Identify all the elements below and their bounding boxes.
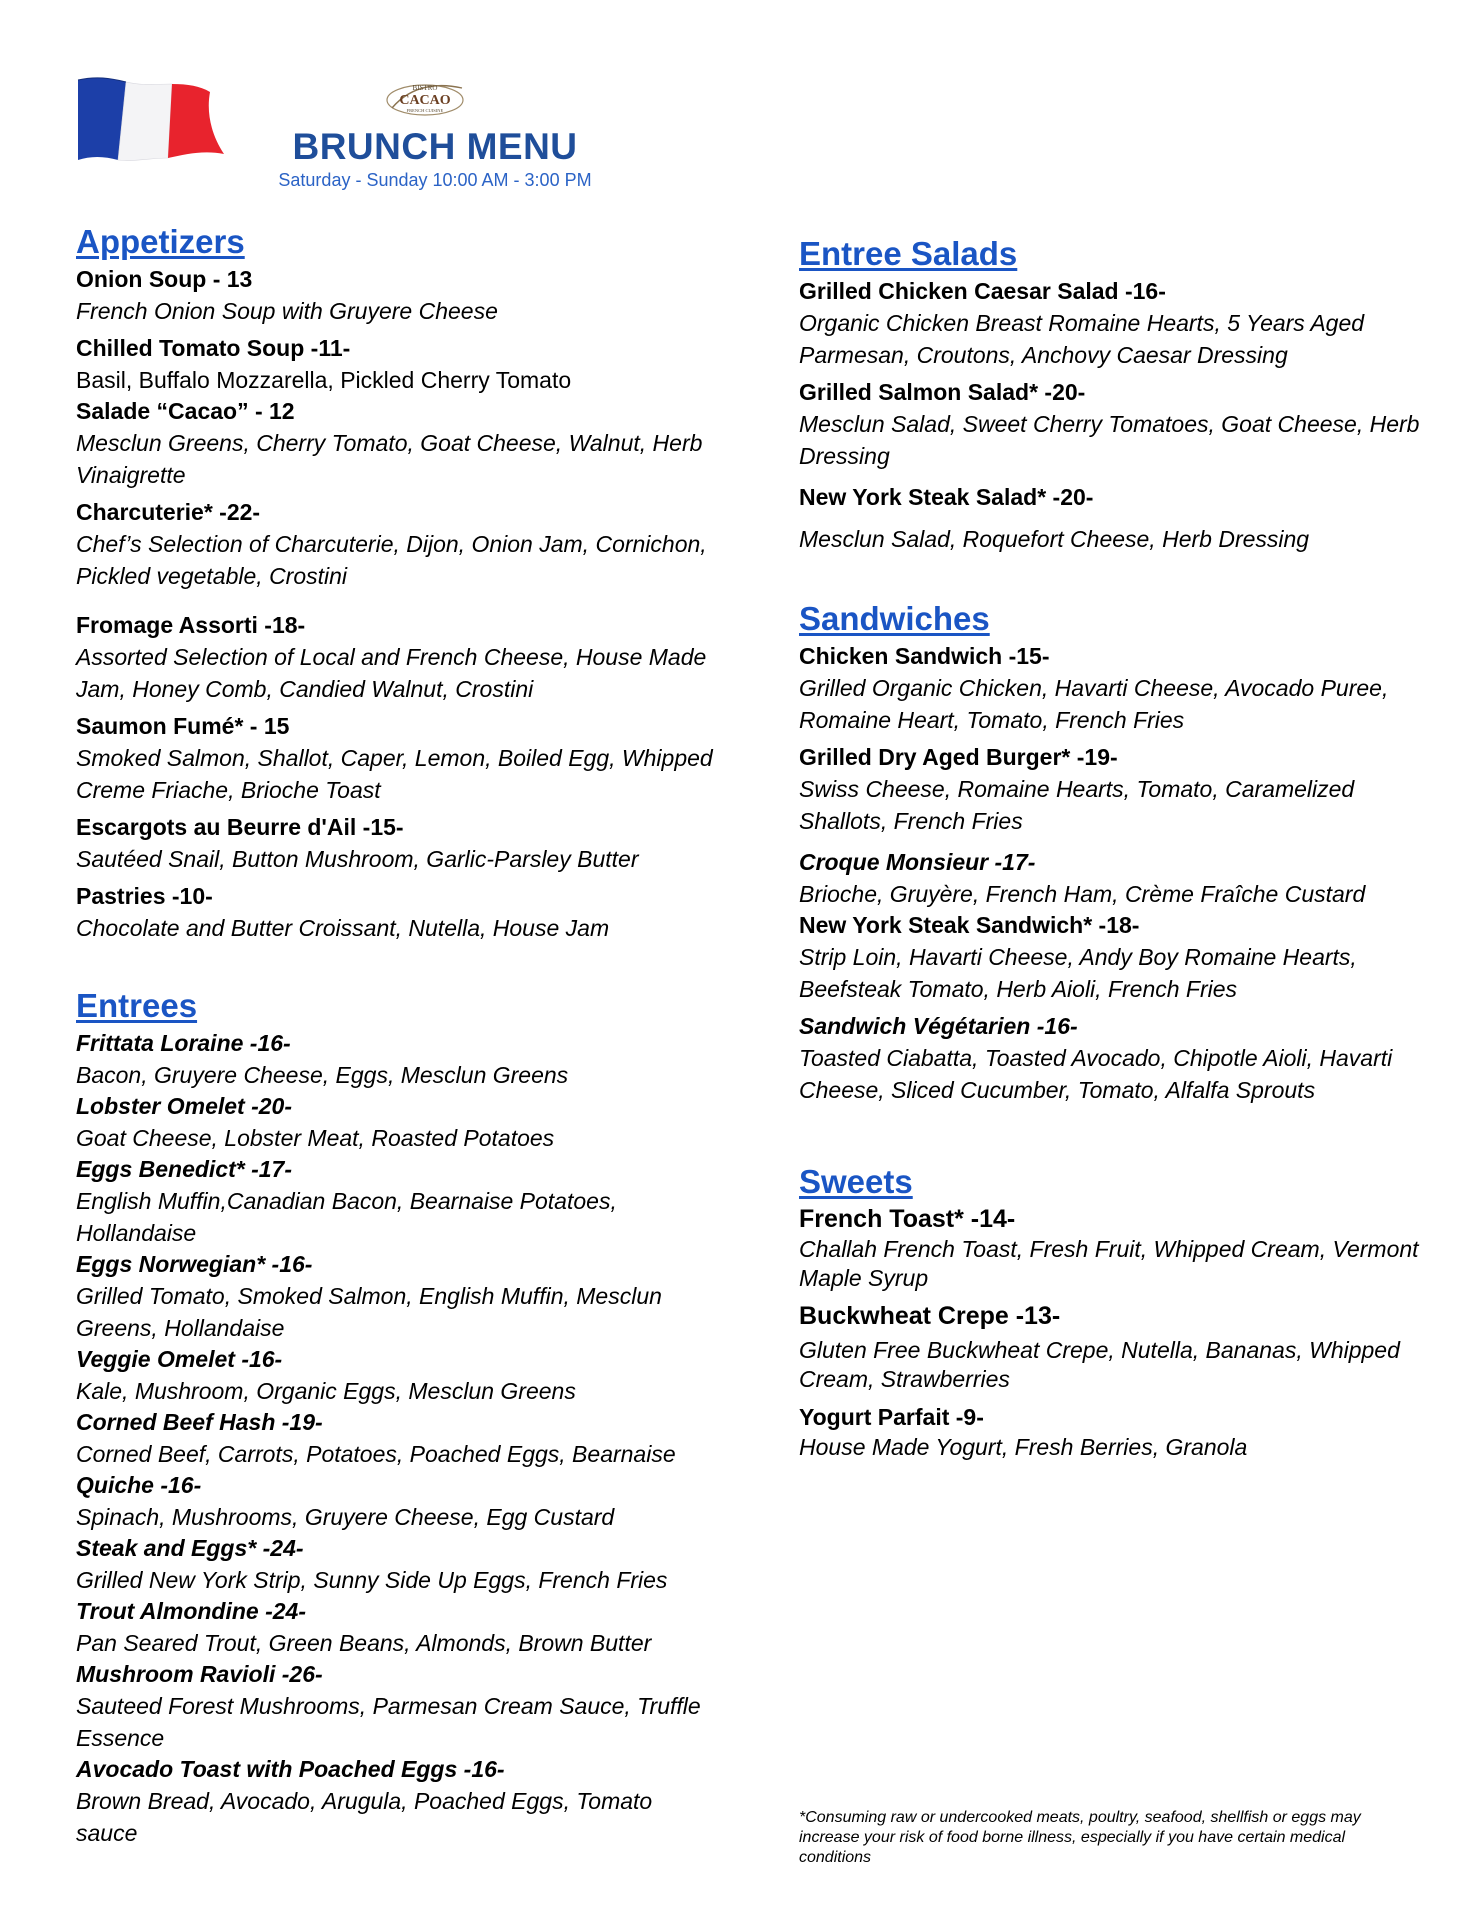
menu-item: [76, 1596, 716, 1659]
menu-item: [76, 1091, 716, 1154]
menu-item: [76, 881, 716, 944]
item-desc: Organic Chicken Breast Romaine Hearts, 5 Years Aged Parmesan, Croutons, Anchovy Caesar Dressing: [799, 310, 1365, 368]
item-name: Salade “Cacao” - 12: [76, 398, 295, 424]
menu-item: [76, 1659, 716, 1754]
item-desc: Pan Seared Trout, Green Beans, Almonds, Brown Butter: [76, 1630, 652, 1656]
item-desc: Challah French Toast, Fresh Fruit, Whipped Cream, Vermont Maple Syrup: [799, 1236, 1419, 1291]
item-name: Sandwich Végétarien -16-: [799, 1013, 1078, 1039]
menu-item: [799, 1301, 1439, 1394]
item-name: Frittata Loraine -16-: [76, 1030, 291, 1056]
item-name: Trout Almondine -24-: [76, 1598, 306, 1624]
item-desc: Swiss Cheese, Romaine Hearts, Tomato, Caramelized Shallots, French Fries: [799, 776, 1355, 834]
item-name: Escargots au Beurre d'Ail -15-: [76, 814, 404, 840]
item-desc: Chocolate and Butter Croissant, Nutella, House Jam: [76, 915, 610, 941]
item-desc: Spinach, Mushrooms, Gruyere Cheese, Egg Custard: [76, 1504, 615, 1530]
menu-item: [799, 1204, 1439, 1293]
sweets-section: [799, 1162, 1439, 1462]
item-name: Grilled Salmon Salad* -20-: [799, 379, 1086, 405]
item-name: Eggs Norwegian* -16-: [76, 1251, 313, 1277]
item-desc: Gluten Free Buckwheat Crepe, Nutella, Bananas, Whipped Cream, Strawberries: [799, 1337, 1400, 1392]
item-name: Mushroom Ravioli -26-: [76, 1661, 323, 1687]
menu-item: [76, 1407, 716, 1470]
svg-text:CACAO: CACAO: [399, 93, 451, 108]
menu-item: [799, 910, 1439, 1005]
right-column: [799, 234, 1439, 1462]
menu-item: [799, 1402, 1439, 1462]
menu-item: [76, 1249, 716, 1344]
appetizers-section: [76, 222, 716, 944]
menu-item: [76, 396, 716, 491]
item-name: French Toast* -14-: [799, 1205, 1016, 1233]
menu-item: [76, 1754, 716, 1849]
menu-item: [799, 847, 1439, 910]
menu-item: [76, 610, 716, 705]
item-name: Onion Soup - 13: [76, 266, 253, 292]
section-title-entrees: Entrees: [76, 987, 198, 1024]
item-name: Corned Beef Hash -19-: [76, 1409, 323, 1435]
item-name: Chicken Sandwich -15-: [799, 643, 1050, 669]
item-name: Eggs Benedict* -17-: [76, 1156, 292, 1182]
menu-item: [76, 333, 716, 396]
item-name: New York Steak Sandwich* -18-: [799, 912, 1140, 938]
item-name: Buckwheat Crepe -13-: [799, 1302, 1061, 1330]
item-desc: Assorted Selection of Local and French Cheese, House Made Jam, Honey Comb, Candied Walnut, Crostini: [76, 644, 707, 702]
item-name: Charcuterie* -22-: [76, 499, 261, 525]
menu-item: [799, 1011, 1439, 1106]
svg-text:FRENCH CUISINE: FRENCH CUISINE: [406, 108, 444, 113]
menu-item: [799, 742, 1439, 837]
item-name: Quiche -16-: [76, 1472, 202, 1498]
menu-hours: Saturday - Sunday 10:00 AM - 3:00 PM: [278, 170, 592, 190]
menu-item: [799, 276, 1439, 371]
svg-text:BISTRO: BISTRO: [412, 84, 438, 92]
menu-item: [799, 482, 1439, 555]
menu-item: [799, 377, 1439, 472]
item-desc: Sautéed Snail, Button Mushroom, Garlic-Parsley Butter: [76, 846, 639, 872]
item-desc: Toasted Ciabatta, Toasted Avocado, Chipotle Aioli, Havarti Cheese, Sliced Cucumber, Tomato, Alfalfa Sprouts: [799, 1045, 1393, 1103]
section-title-appetizers: Appetizers: [76, 223, 245, 260]
item-desc: Grilled New York Strip, Sunny Side Up Eggs, French Fries: [76, 1567, 668, 1593]
item-name: New York Steak Salad* -20-: [799, 484, 1094, 510]
menu-item: [76, 1470, 716, 1533]
item-desc: Sauteed Forest Mushrooms, Parmesan Cream Sauce, Truffle Essence: [76, 1693, 701, 1751]
entrees-section: [76, 986, 716, 1849]
item-name: Chilled Tomato Soup -11-: [76, 335, 351, 361]
section-title-entree-salads: Entree Salads: [799, 235, 1018, 272]
menu-item: [76, 812, 716, 875]
item-name: Steak and Eggs* -24-: [76, 1535, 304, 1561]
item-name: Grilled Chicken Caesar Salad -16-: [799, 278, 1166, 304]
item-name: Yogurt Parfait -9-: [799, 1404, 984, 1430]
item-name: Croque Monsieur -17-: [799, 849, 1036, 875]
item-desc: Corned Beef, Carrots, Potatoes, Poached Eggs, Bearnaise: [76, 1441, 676, 1467]
item-desc: Mesclun Greens, Cherry Tomato, Goat Cheese, Walnut, Herb Vinaigrette: [76, 430, 703, 488]
entree-salads-section: [799, 234, 1439, 555]
item-name: Avocado Toast with Poached Eggs -16-: [76, 1756, 505, 1782]
french-flag-icon: [76, 74, 226, 166]
menu-item: [799, 641, 1439, 736]
item-desc: House Made Yogurt, Fresh Berries, Granola: [799, 1434, 1248, 1460]
menu-item: [76, 711, 716, 806]
menu-item: [76, 1344, 716, 1407]
item-desc: Kale, Mushroom, Organic Eggs, Mesclun Greens: [76, 1378, 576, 1404]
menu-item: [76, 497, 716, 592]
item-desc: Mesclun Salad, Roquefort Cheese, Herb Dressing: [799, 526, 1310, 552]
item-desc: French Onion Soup with Gruyere Cheese: [76, 298, 498, 324]
item-name: Pastries -10-: [76, 883, 213, 909]
item-desc: Mesclun Salad, Sweet Cherry Tomatoes, Goat Cheese, Herb Dressing: [799, 411, 1420, 469]
item-name: Lobster Omelet -20-: [76, 1093, 292, 1119]
section-title-sweets: Sweets: [799, 1163, 913, 1200]
left-column: [76, 222, 716, 1849]
item-desc: Brioche, Gruyère, French Ham, Crème Fraîche Custard: [799, 881, 1366, 907]
sandwiches-section: [799, 599, 1439, 1106]
item-desc: Basil, Buffalo Mozzarella, Pickled Cherry Tomato: [76, 367, 572, 393]
item-desc: Bacon, Gruyere Cheese, Eggs, Mesclun Greens: [76, 1062, 569, 1088]
item-name: Fromage Assorti -18-: [76, 612, 306, 638]
item-name: Veggie Omelet -16-: [76, 1346, 283, 1372]
menu-item: [76, 1154, 716, 1249]
food-safety-disclaimer: *Consuming raw or undercooked meats, poultry, seafood, shellfish or eggs may increase your risk of food borne illness, especially if you have certain medical conditions: [799, 1809, 1361, 1866]
item-name: Saumon Fumé* - 15: [76, 713, 290, 739]
menu-item: [76, 264, 716, 327]
bistro-cacao-logo: [384, 78, 466, 118]
item-desc: Smoked Salmon, Shallot, Caper, Lemon, Boiled Egg, Whipped Creme Friache, Brioche Toast: [76, 745, 713, 803]
item-desc: Strip Loin, Havarti Cheese, Andy Boy Romaine Hearts, Beefsteak Tomato, Herb Aioli, French Fries: [799, 944, 1357, 1002]
item-desc: Goat Cheese, Lobster Meat, Roasted Potatoes: [76, 1125, 555, 1151]
item-desc: English Muffin,Canadian Bacon, Bearnaise Potatoes, Hollandaise: [76, 1188, 617, 1246]
section-title-sandwiches: Sandwiches: [799, 600, 990, 637]
item-desc: Chef’s Selection of Charcuterie, Dijon, Onion Jam, Cornichon, Pickled vegetable, Crostini: [76, 531, 707, 589]
item-desc: Grilled Organic Chicken, Havarti Cheese, Avocado Puree, Romaine Heart, Tomato, French Fries: [799, 675, 1389, 733]
page-title: BRUNCH MENU: [292, 126, 578, 167]
item-desc: Grilled Tomato, Smoked Salmon, English Muffin, Mesclun Greens, Hollandaise: [76, 1283, 662, 1341]
menu-item: [76, 1533, 716, 1596]
item-desc: Brown Bread, Avocado, Arugula, Poached Eggs, Tomato sauce: [76, 1788, 653, 1846]
item-name: Grilled Dry Aged Burger* -19-: [799, 744, 1118, 770]
menu-item: [76, 1028, 716, 1091]
